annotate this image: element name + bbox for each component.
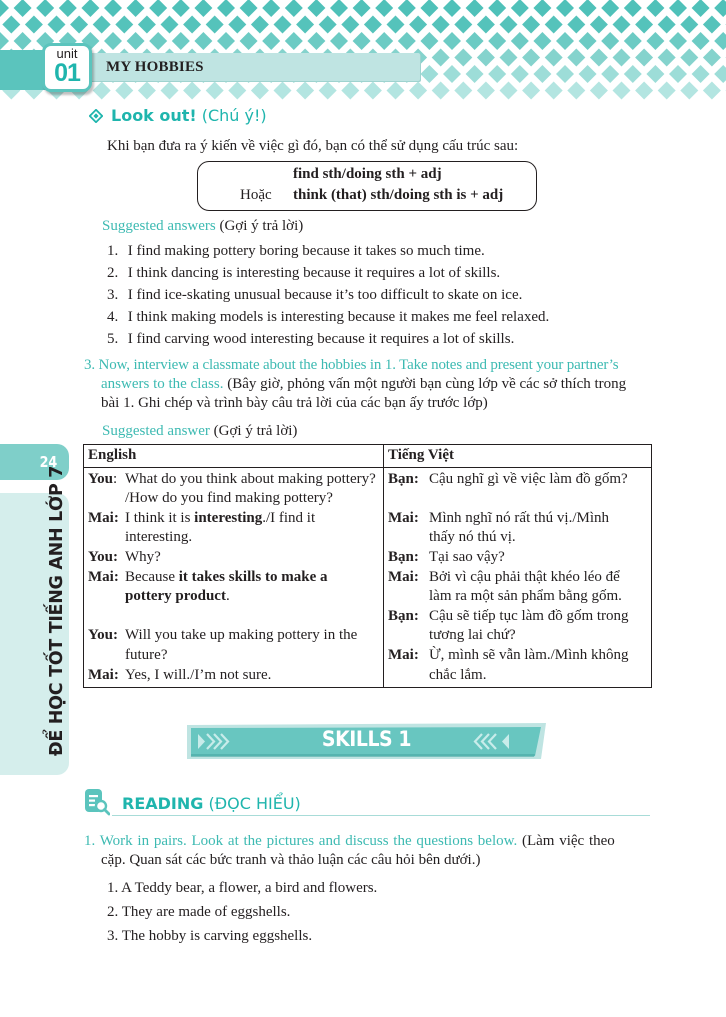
dialogue-line bbox=[88, 626, 379, 665]
table-row bbox=[84, 467, 652, 688]
pattern-diamond bbox=[579, 65, 597, 83]
pattern-diamond bbox=[454, 49, 472, 67]
pattern-diamond bbox=[285, 0, 303, 17]
pattern-diamond bbox=[432, 49, 450, 67]
pattern-diamond bbox=[194, 32, 212, 50]
pattern-diamond bbox=[398, 0, 416, 17]
item-number: 1. bbox=[107, 243, 119, 259]
pattern-diamond bbox=[692, 32, 710, 50]
unit-label: unit bbox=[56, 46, 78, 61]
pattern-diamond bbox=[172, 32, 190, 50]
pattern-diamond bbox=[274, 82, 292, 100]
pattern-diamond bbox=[601, 0, 619, 17]
exercise-3-instruction-line3: bài 1. Ghi chép và trình bày câu trả lời của các bạn ấy trước lớp) bbox=[101, 395, 488, 411]
pattern-diamond bbox=[533, 32, 551, 50]
list-item: 2. They are made of eggshells. bbox=[107, 904, 291, 920]
item-text: I find ice-skating unusual because it’s too difficult to skate on ice. bbox=[127, 287, 523, 303]
pattern-diamond bbox=[714, 32, 726, 50]
reading-answers-list bbox=[107, 876, 377, 948]
pattern-diamond bbox=[149, 32, 167, 50]
item-text: I think dancing is interesting because it requires a lot of skills. bbox=[127, 265, 501, 281]
pattern-diamond bbox=[477, 49, 495, 67]
list-item bbox=[107, 240, 549, 262]
pattern-diamond bbox=[477, 16, 495, 34]
dialogue-line bbox=[388, 607, 647, 646]
pattern-diamond bbox=[443, 65, 461, 83]
reading-instruction-line2: cặp. Quan sát các bức tranh và thảo luận các câu hỏi bên dưới.) bbox=[101, 852, 481, 868]
pattern-diamond bbox=[364, 16, 382, 34]
pattern-diamond bbox=[127, 0, 145, 17]
diamond-pattern-header bbox=[0, 0, 726, 100]
pattern-diamond bbox=[93, 82, 111, 100]
pattern-diamond bbox=[522, 49, 540, 67]
reading-title: READING bbox=[122, 794, 204, 813]
reading-instruction-vi: (Làm việc theo bbox=[521, 833, 615, 849]
pattern-diamond bbox=[206, 82, 224, 100]
pattern-diamond bbox=[138, 16, 156, 34]
pattern-diamond bbox=[81, 0, 99, 17]
list-item bbox=[107, 284, 549, 306]
pattern-diamond bbox=[556, 0, 574, 17]
exercise-3-instruction-teal: answers to the class. bbox=[101, 376, 224, 392]
pattern-diamond bbox=[274, 16, 292, 34]
reading-heading bbox=[122, 794, 301, 813]
utterance: Cậu sẽ tiếp tục làm đồ gốm trong tương lai chứ? bbox=[429, 607, 629, 644]
pattern-diamond bbox=[613, 49, 631, 67]
pattern-diamond bbox=[567, 82, 585, 100]
pattern-diamond bbox=[579, 0, 597, 17]
dialogue-line bbox=[388, 509, 647, 548]
pattern-diamond bbox=[533, 0, 551, 17]
pattern-diamond bbox=[658, 82, 676, 100]
item-number: 4. bbox=[107, 309, 119, 325]
pattern-diamond bbox=[477, 82, 495, 100]
pattern-diamond bbox=[296, 16, 314, 34]
pattern-diamond bbox=[714, 0, 726, 17]
dialogue-table bbox=[83, 444, 652, 688]
pattern-diamond bbox=[500, 16, 518, 34]
pattern-diamond bbox=[567, 16, 585, 34]
dialogue-line bbox=[388, 646, 647, 685]
pattern-diamond bbox=[262, 0, 280, 17]
pattern-diamond bbox=[613, 82, 631, 100]
unit-title: MY HOBBIES bbox=[106, 59, 204, 75]
dialogue-line bbox=[388, 548, 647, 568]
pattern-diamond bbox=[669, 65, 687, 83]
pattern-diamond bbox=[387, 82, 405, 100]
book-title: ĐỂ HỌC TỐT TIẾNG ANH LỚP 7 bbox=[47, 465, 67, 756]
pattern-diamond bbox=[420, 32, 438, 50]
pattern-diamond bbox=[48, 16, 66, 34]
pattern-diamond bbox=[703, 49, 721, 67]
pattern-diamond bbox=[228, 16, 246, 34]
item-number: 5. bbox=[107, 331, 119, 347]
table-header-row bbox=[84, 445, 652, 468]
pattern-diamond bbox=[330, 32, 348, 50]
utterance: Mình nghĩ nó rất thú vị./Mình thấy nó thú vị. bbox=[429, 509, 609, 546]
formula-line-1: find sth/doing sth + adj bbox=[293, 166, 442, 182]
pattern-diamond bbox=[522, 82, 540, 100]
speaker: Bạn: bbox=[388, 548, 419, 565]
pattern-diamond bbox=[466, 0, 484, 17]
pattern-diamond bbox=[443, 32, 461, 50]
suggested-answer-label-vi: (Gợi ý trả lời) bbox=[213, 423, 298, 439]
pattern-diamond bbox=[533, 65, 551, 83]
reading-instruction-teal: 1. Work in pairs. Look at the pictures and discuss the questions below. bbox=[84, 833, 518, 849]
pattern-diamond bbox=[511, 32, 529, 50]
pattern-diamond bbox=[138, 82, 156, 100]
skills-banner-label: SKILLS 1 bbox=[321, 727, 412, 751]
item-text: I think making models is interesting because it makes me feel relaxed. bbox=[127, 309, 550, 325]
dialogue-line bbox=[88, 509, 379, 548]
utterance: Ừ, mình sẽ vẫn làm./Mình không chắc lắm. bbox=[429, 646, 629, 683]
pattern-diamond bbox=[0, 32, 9, 50]
pattern-diamond bbox=[25, 16, 43, 34]
pattern-diamond bbox=[601, 32, 619, 50]
suggested-answers-list bbox=[107, 240, 549, 350]
pattern-diamond bbox=[511, 65, 529, 83]
pattern-diamond bbox=[296, 82, 314, 100]
pattern-diamond bbox=[14, 0, 32, 17]
speaker: Mai: bbox=[88, 666, 119, 683]
pattern-diamond bbox=[646, 0, 664, 17]
pattern-diamond bbox=[36, 0, 54, 17]
utterance: Cậu nghĩ gì về việc làm đồ gốm? bbox=[429, 470, 628, 487]
pattern-diamond bbox=[240, 32, 258, 50]
unit-badge bbox=[42, 43, 92, 92]
pattern-diamond bbox=[59, 0, 77, 17]
pattern-diamond bbox=[658, 49, 676, 67]
pattern-diamond bbox=[635, 16, 653, 34]
pattern-diamond bbox=[488, 0, 506, 17]
pattern-diamond bbox=[613, 16, 631, 34]
dialogue-line bbox=[88, 666, 379, 686]
pattern-diamond bbox=[590, 49, 608, 67]
pattern-diamond bbox=[432, 82, 450, 100]
pattern-diamond bbox=[545, 49, 563, 67]
pattern-diamond bbox=[669, 0, 687, 17]
pattern-diamond bbox=[635, 82, 653, 100]
pattern-diamond bbox=[149, 0, 167, 17]
list-item bbox=[107, 328, 549, 350]
pattern-diamond bbox=[307, 0, 325, 17]
pattern-diamond bbox=[579, 32, 597, 50]
pattern-diamond bbox=[420, 65, 438, 83]
speaker: Mai: bbox=[388, 509, 419, 526]
suggested-answer-heading bbox=[102, 420, 297, 442]
dialogue-line bbox=[88, 548, 379, 568]
page-number: 24 bbox=[39, 453, 58, 471]
diamond-icon bbox=[89, 109, 103, 123]
lookout-title: Look out! bbox=[111, 106, 197, 125]
utterance: Will you take up making pottery in the future? bbox=[125, 627, 358, 663]
pattern-diamond bbox=[172, 0, 190, 17]
pattern-diamond bbox=[240, 0, 258, 17]
speaker: You: bbox=[88, 627, 119, 644]
pattern-diamond bbox=[590, 16, 608, 34]
spacer bbox=[388, 489, 647, 509]
pattern-diamond bbox=[680, 82, 698, 100]
pattern-diamond bbox=[353, 0, 371, 17]
pattern-diamond bbox=[432, 16, 450, 34]
pattern-diamond bbox=[624, 65, 642, 83]
pattern-diamond bbox=[104, 0, 122, 17]
pattern-diamond bbox=[251, 82, 269, 100]
pattern-diamond bbox=[669, 32, 687, 50]
pattern-diamond bbox=[692, 0, 710, 17]
header-vietnamese: Tiếng Việt bbox=[384, 445, 652, 468]
pattern-diamond bbox=[262, 32, 280, 50]
pattern-diamond bbox=[0, 0, 9, 17]
utterance: Tại sao vậy? bbox=[429, 548, 505, 565]
pattern-diamond bbox=[556, 32, 574, 50]
item-number: 2. bbox=[107, 265, 119, 281]
pattern-diamond bbox=[703, 82, 721, 100]
utterance: Yes, I will./I’m not sure. bbox=[125, 666, 272, 683]
suggested-answers-heading bbox=[102, 215, 303, 237]
pattern-diamond bbox=[466, 65, 484, 83]
utterance: I think it is interesting./I find it interesting. bbox=[125, 509, 316, 546]
header-english: English bbox=[84, 445, 384, 468]
pattern-diamond bbox=[680, 49, 698, 67]
list-item: 1. A Teddy bear, a flower, a bird and flowers. bbox=[107, 880, 378, 896]
dialogue-line bbox=[88, 470, 379, 509]
exercise-3-instruction-vi: (Bây giờ, phỏng vấn một người bạn cùng lớp về các sở thích trong bbox=[227, 376, 627, 392]
pattern-diamond bbox=[692, 65, 710, 83]
pattern-diamond bbox=[228, 82, 246, 100]
pattern-diamond bbox=[545, 82, 563, 100]
formula-or-label: Hoặc bbox=[240, 187, 272, 203]
formula-line-2: think (that) sth/doing sth is + adj bbox=[293, 187, 504, 203]
pattern-diamond bbox=[680, 16, 698, 34]
pattern-diamond bbox=[443, 0, 461, 17]
pattern-diamond bbox=[488, 32, 506, 50]
speaker: Mai: bbox=[88, 509, 119, 526]
pattern-diamond bbox=[703, 16, 721, 34]
item-number: 3. bbox=[107, 287, 119, 303]
pattern-diamond bbox=[319, 16, 337, 34]
pattern-diamond bbox=[567, 49, 585, 67]
pattern-diamond bbox=[2, 16, 20, 34]
pattern-diamond bbox=[127, 32, 145, 50]
pattern-diamond bbox=[194, 0, 212, 17]
pattern-diamond bbox=[161, 16, 179, 34]
pattern-diamond bbox=[590, 82, 608, 100]
speaker: Bạn: bbox=[388, 470, 419, 487]
item-text: I find making pottery boring because it takes so much time. bbox=[127, 243, 485, 259]
suggested-answers-label: Suggested answers bbox=[102, 218, 216, 234]
pattern-diamond bbox=[70, 16, 88, 34]
pattern-diamond bbox=[601, 65, 619, 83]
lookout-subtitle: (Chú ý!) bbox=[201, 106, 267, 125]
vietnamese-dialogue-cell bbox=[384, 467, 652, 688]
speaker: You: bbox=[88, 470, 118, 487]
dialogue-line bbox=[388, 470, 647, 490]
pattern-diamond bbox=[341, 16, 359, 34]
lookout-intro: Khi bạn đưa ra ý kiến về việc gì đó, bạn có thể sử dụng cấu trúc sau: bbox=[107, 138, 519, 154]
pattern-diamond bbox=[285, 32, 303, 50]
pattern-diamond bbox=[545, 16, 563, 34]
english-dialogue-cell bbox=[84, 467, 384, 688]
pattern-diamond bbox=[364, 82, 382, 100]
reading-divider bbox=[112, 815, 650, 816]
pattern-diamond bbox=[161, 82, 179, 100]
exercise-3-instruction: 3. Now, interview a classmate about the hobbies in 1. Take notes and present your partner’s bbox=[84, 357, 619, 373]
pattern-diamond bbox=[387, 16, 405, 34]
pattern-diamond bbox=[375, 32, 393, 50]
list-item bbox=[107, 262, 549, 284]
pattern-diamond bbox=[624, 0, 642, 17]
speaker: Mai: bbox=[388, 646, 419, 663]
pattern-diamond bbox=[104, 32, 122, 50]
pattern-diamond bbox=[454, 82, 472, 100]
pattern-diamond bbox=[466, 32, 484, 50]
utterance: Bởi vì cậu phải thật khéo léo để làm ra một sản phẩm bằng gốm. bbox=[429, 568, 622, 605]
pattern-diamond bbox=[375, 0, 393, 17]
pattern-diamond bbox=[14, 32, 32, 50]
pattern-diamond bbox=[556, 65, 574, 83]
suggested-answer-label: Suggested answer bbox=[102, 423, 210, 439]
pattern-diamond bbox=[454, 16, 472, 34]
pattern-diamond bbox=[500, 49, 518, 67]
utterance: What do you think about making pottery? /How do you find making pottery? bbox=[125, 470, 376, 507]
pattern-diamond bbox=[511, 0, 529, 17]
pattern-diamond bbox=[635, 49, 653, 67]
pattern-diamond bbox=[488, 65, 506, 83]
spacer bbox=[88, 607, 379, 627]
suggested-answers-label-vi: (Gợi ý trả lời) bbox=[219, 218, 304, 234]
pattern-diamond bbox=[319, 82, 337, 100]
speaker: Bạn: bbox=[388, 607, 419, 624]
pattern-diamond bbox=[183, 16, 201, 34]
pattern-diamond bbox=[251, 16, 269, 34]
pattern-diamond bbox=[500, 82, 518, 100]
pattern-diamond bbox=[206, 16, 224, 34]
pattern-diamond bbox=[217, 32, 235, 50]
pattern-diamond bbox=[353, 32, 371, 50]
pattern-diamond bbox=[307, 32, 325, 50]
pattern-diamond bbox=[115, 82, 133, 100]
speaker: You: bbox=[88, 548, 119, 565]
pattern-diamond bbox=[624, 32, 642, 50]
pattern-diamond bbox=[409, 82, 427, 100]
speaker: Mai: bbox=[88, 568, 119, 585]
pattern-diamond bbox=[341, 82, 359, 100]
pattern-diamond bbox=[93, 16, 111, 34]
reading-subtitle: (ĐỌC HIỂU) bbox=[208, 794, 301, 813]
pattern-diamond bbox=[646, 32, 664, 50]
utterance: Why? bbox=[125, 548, 161, 565]
dialogue-line bbox=[88, 568, 379, 607]
pattern-diamond bbox=[420, 0, 438, 17]
pattern-diamond bbox=[330, 0, 348, 17]
pattern-diamond bbox=[522, 16, 540, 34]
pattern-diamond bbox=[398, 32, 416, 50]
unit-number: 01 bbox=[54, 59, 80, 87]
pattern-diamond bbox=[409, 16, 427, 34]
list-item: 3. The hobby is carving eggshells. bbox=[107, 928, 313, 944]
item-text: I find carving wood interesting because it requires a lot of skills. bbox=[127, 331, 515, 347]
pattern-diamond bbox=[115, 16, 133, 34]
pattern-diamond bbox=[217, 0, 235, 17]
list-item bbox=[107, 306, 549, 328]
pattern-diamond bbox=[714, 65, 726, 83]
utterance: Because it takes skills to make a pottery product. bbox=[125, 568, 328, 605]
pattern-diamond bbox=[183, 82, 201, 100]
reading-search-icon bbox=[84, 787, 110, 817]
speaker: Mai: bbox=[388, 568, 419, 585]
lookout-heading bbox=[89, 106, 267, 125]
dialogue-line bbox=[388, 568, 647, 607]
pattern-diamond bbox=[646, 65, 664, 83]
pattern-diamond bbox=[658, 16, 676, 34]
